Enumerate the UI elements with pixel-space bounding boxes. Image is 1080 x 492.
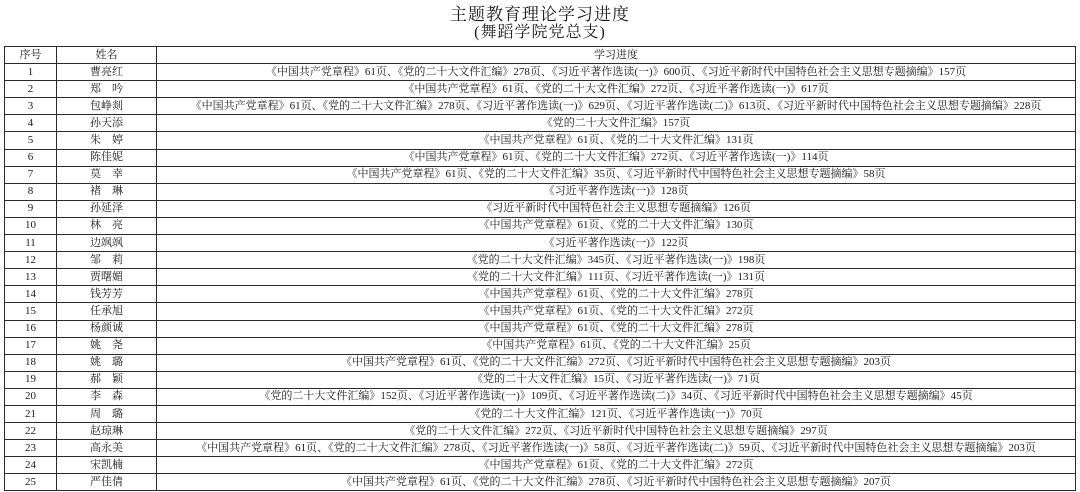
row-progress-cell: 《中国共产党章程》61页、《党的二十大文件汇编》278页、《习近平著作选读(一)》629页、《习近平著作选读(二)》613页、《习近平新时代中国特色社会主义思想专题摘编》228页 bbox=[157, 98, 1076, 115]
row-progress-cell: 《中国共产党章程》61页、《党的二十大文件汇编》278页、《习近平著作选读(一)》600页、《习近平新时代中国特色社会主义思想专题摘编》157页 bbox=[157, 64, 1076, 81]
row-progress-cell: 《党的二十大文件汇编》152页、《习近平著作选读(一)》109页、《习近平著作选读(二)》34页、《习近平新时代中国特色社会主义思想专题摘编》45页 bbox=[157, 388, 1076, 405]
row-no-cell: 23 bbox=[5, 440, 57, 457]
row-progress-cell: 《党的二十大文件汇编》15页、《习近平著作选读(一)》71页 bbox=[157, 371, 1076, 388]
row-name-cell: 贾曙媚 bbox=[57, 269, 157, 286]
row-progress-cell: 《党的二十大文件汇编》272页、《习近平新时代中国特色社会主义思想专题摘编》297页 bbox=[157, 423, 1076, 440]
row-no-cell: 8 bbox=[5, 183, 57, 200]
page-title: 主题教育理论学习进度 bbox=[450, 5, 630, 24]
table-row bbox=[5, 132, 1076, 149]
row-name-cell: 姚 璐 bbox=[57, 354, 157, 371]
row-no-cell: 11 bbox=[5, 235, 57, 252]
row-progress-cell: 《党的二十大文件汇编》157页 bbox=[157, 115, 1076, 132]
row-progress-cell: 《习近平新时代中国特色社会主义思想专题摘编》126页 bbox=[157, 200, 1076, 217]
table-row bbox=[5, 98, 1076, 115]
row-name-cell: 包峥剡 bbox=[57, 98, 157, 115]
row-progress-cell: 《习近平著作选读(一)》128页 bbox=[157, 183, 1076, 200]
row-no-cell: 6 bbox=[5, 149, 57, 166]
row-no-cell: 2 bbox=[5, 81, 57, 98]
table-row bbox=[5, 217, 1076, 234]
row-progress-cell: 《党的二十大文件汇编》121页、《习近平著作选读(一)》70页 bbox=[157, 405, 1076, 422]
row-name-cell: 周 璐 bbox=[57, 405, 157, 422]
row-name-cell: 李 森 bbox=[57, 388, 157, 405]
row-progress-cell: 《党的二十大文件汇编》345页、《习近平著作选读(一)》198页 bbox=[157, 252, 1076, 269]
row-name-cell: 杨颜诚 bbox=[57, 320, 157, 337]
row-name-cell: 曹亮红 bbox=[57, 64, 157, 81]
row-progress-cell: 《中国共产党章程》61页、《党的二十大文件汇编》278页 bbox=[157, 286, 1076, 303]
row-name-cell: 邹 莉 bbox=[57, 252, 157, 269]
row-progress-cell: 《中国共产党章程》61页、《党的二十大文件汇编》278页 bbox=[157, 320, 1076, 337]
row-name-cell: 严佳倩 bbox=[57, 474, 157, 491]
table-row bbox=[5, 371, 1076, 388]
page-subtitle: (舞蹈学院党总支) bbox=[474, 24, 606, 41]
row-progress-cell: 《中国共产党章程》61页、《党的二十大文件汇编》130页 bbox=[157, 217, 1076, 234]
row-name-cell: 褚 琳 bbox=[57, 183, 157, 200]
row-no-cell: 3 bbox=[5, 98, 57, 115]
table-row bbox=[5, 474, 1076, 491]
table-row bbox=[5, 183, 1076, 200]
table-row bbox=[5, 423, 1076, 440]
row-name-cell: 莫 幸 bbox=[57, 166, 157, 183]
table-row bbox=[5, 64, 1076, 81]
column-header-name: 姓名 bbox=[57, 47, 157, 64]
table-row bbox=[5, 388, 1076, 405]
table-row bbox=[5, 81, 1076, 98]
table-header-row bbox=[5, 47, 1076, 64]
row-name-cell: 陈佳妮 bbox=[57, 149, 157, 166]
row-no-cell: 18 bbox=[5, 354, 57, 371]
row-name-cell: 高永美 bbox=[57, 440, 157, 457]
table-row bbox=[5, 149, 1076, 166]
row-name-cell: 孙延泽 bbox=[57, 200, 157, 217]
row-no-cell: 10 bbox=[5, 217, 57, 234]
row-name-cell: 任承旭 bbox=[57, 303, 157, 320]
row-name-cell: 钱芳芳 bbox=[57, 286, 157, 303]
row-name-cell: 赵琼琳 bbox=[57, 423, 157, 440]
table-row bbox=[5, 354, 1076, 371]
row-no-cell: 17 bbox=[5, 337, 57, 354]
row-no-cell: 19 bbox=[5, 371, 57, 388]
row-progress-cell: 《中国共产党章程》61页、《党的二十大文件汇编》278页、《习近平新时代中国特色社会主义思想专题摘编》207页 bbox=[157, 474, 1076, 491]
column-header-progress: 学习进度 bbox=[157, 47, 1076, 64]
row-progress-cell: 《中国共产党章程》61页、《党的二十大文件汇编》25页 bbox=[157, 337, 1076, 354]
row-no-cell: 21 bbox=[5, 405, 57, 422]
row-no-cell: 16 bbox=[5, 320, 57, 337]
row-name-cell: 朱 婷 bbox=[57, 132, 157, 149]
row-no-cell: 1 bbox=[5, 64, 57, 81]
table-row bbox=[5, 269, 1076, 286]
row-name-cell: 姚 尧 bbox=[57, 337, 157, 354]
table-row bbox=[5, 320, 1076, 337]
row-no-cell: 15 bbox=[5, 303, 57, 320]
row-no-cell: 14 bbox=[5, 286, 57, 303]
learning-progress-table bbox=[4, 46, 1076, 491]
row-no-cell: 20 bbox=[5, 388, 57, 405]
table-row bbox=[5, 286, 1076, 303]
row-progress-cell: 《党的二十大文件汇编》111页、《习近平著作选读(一)》131页 bbox=[157, 269, 1076, 286]
row-progress-cell: 《中国共产党章程》61页、《党的二十大文件汇编》272页 bbox=[157, 303, 1076, 320]
row-progress-cell: 《中国共产党章程》61页、《党的二十大文件汇编》131页 bbox=[157, 132, 1076, 149]
table-row bbox=[5, 457, 1076, 474]
row-progress-cell: 《中国共产党章程》61页、《党的二十大文件汇编》278页、《习近平著作选读(一)》58页、《习近平著作选读(二)》59页、《习近平新时代中国特色社会主义思想专题摘编》203页 bbox=[157, 440, 1076, 457]
row-name-cell: 宋凯楠 bbox=[57, 457, 157, 474]
table-row bbox=[5, 303, 1076, 320]
row-progress-cell: 《中国共产党章程》61页、《党的二十大文件汇编》35页、《习近平新时代中国特色社会主义思想专题摘编》58页 bbox=[157, 166, 1076, 183]
row-no-cell: 5 bbox=[5, 132, 57, 149]
row-progress-cell: 《中国共产党章程》61页、《党的二十大文件汇编》272页、《习近平著作选读(一)》617页 bbox=[157, 81, 1076, 98]
row-name-cell: 郝 颖 bbox=[57, 371, 157, 388]
row-no-cell: 4 bbox=[5, 115, 57, 132]
table-row bbox=[5, 235, 1076, 252]
row-progress-cell: 《习近平著作选读(一)》122页 bbox=[157, 235, 1076, 252]
row-no-cell: 7 bbox=[5, 166, 57, 183]
table-row bbox=[5, 337, 1076, 354]
table-row bbox=[5, 252, 1076, 269]
table-row bbox=[5, 440, 1076, 457]
table-row bbox=[5, 115, 1076, 132]
row-progress-cell: 《中国共产党章程》61页、《党的二十大文件汇编》272页 bbox=[157, 457, 1076, 474]
column-header-no: 序号 bbox=[5, 47, 57, 64]
row-no-cell: 25 bbox=[5, 474, 57, 491]
row-no-cell: 12 bbox=[5, 252, 57, 269]
row-progress-cell: 《中国共产党章程》61页、《党的二十大文件汇编》272页、《习近平著作选读(一)》114页 bbox=[157, 149, 1076, 166]
row-no-cell: 22 bbox=[5, 423, 57, 440]
table-row bbox=[5, 166, 1076, 183]
row-name-cell: 孙天添 bbox=[57, 115, 157, 132]
row-no-cell: 13 bbox=[5, 269, 57, 286]
row-name-cell: 边飒飒 bbox=[57, 235, 157, 252]
table-row bbox=[5, 405, 1076, 422]
row-no-cell: 9 bbox=[5, 200, 57, 217]
row-progress-cell: 《中国共产党章程》61页、《党的二十大文件汇编》272页、《习近平新时代中国特色社会主义思想专题摘编》203页 bbox=[157, 354, 1076, 371]
row-name-cell: 林 亮 bbox=[57, 217, 157, 234]
table-body bbox=[5, 64, 1076, 491]
table-row bbox=[5, 200, 1076, 217]
row-no-cell: 24 bbox=[5, 457, 57, 474]
row-name-cell: 郑 吟 bbox=[57, 81, 157, 98]
